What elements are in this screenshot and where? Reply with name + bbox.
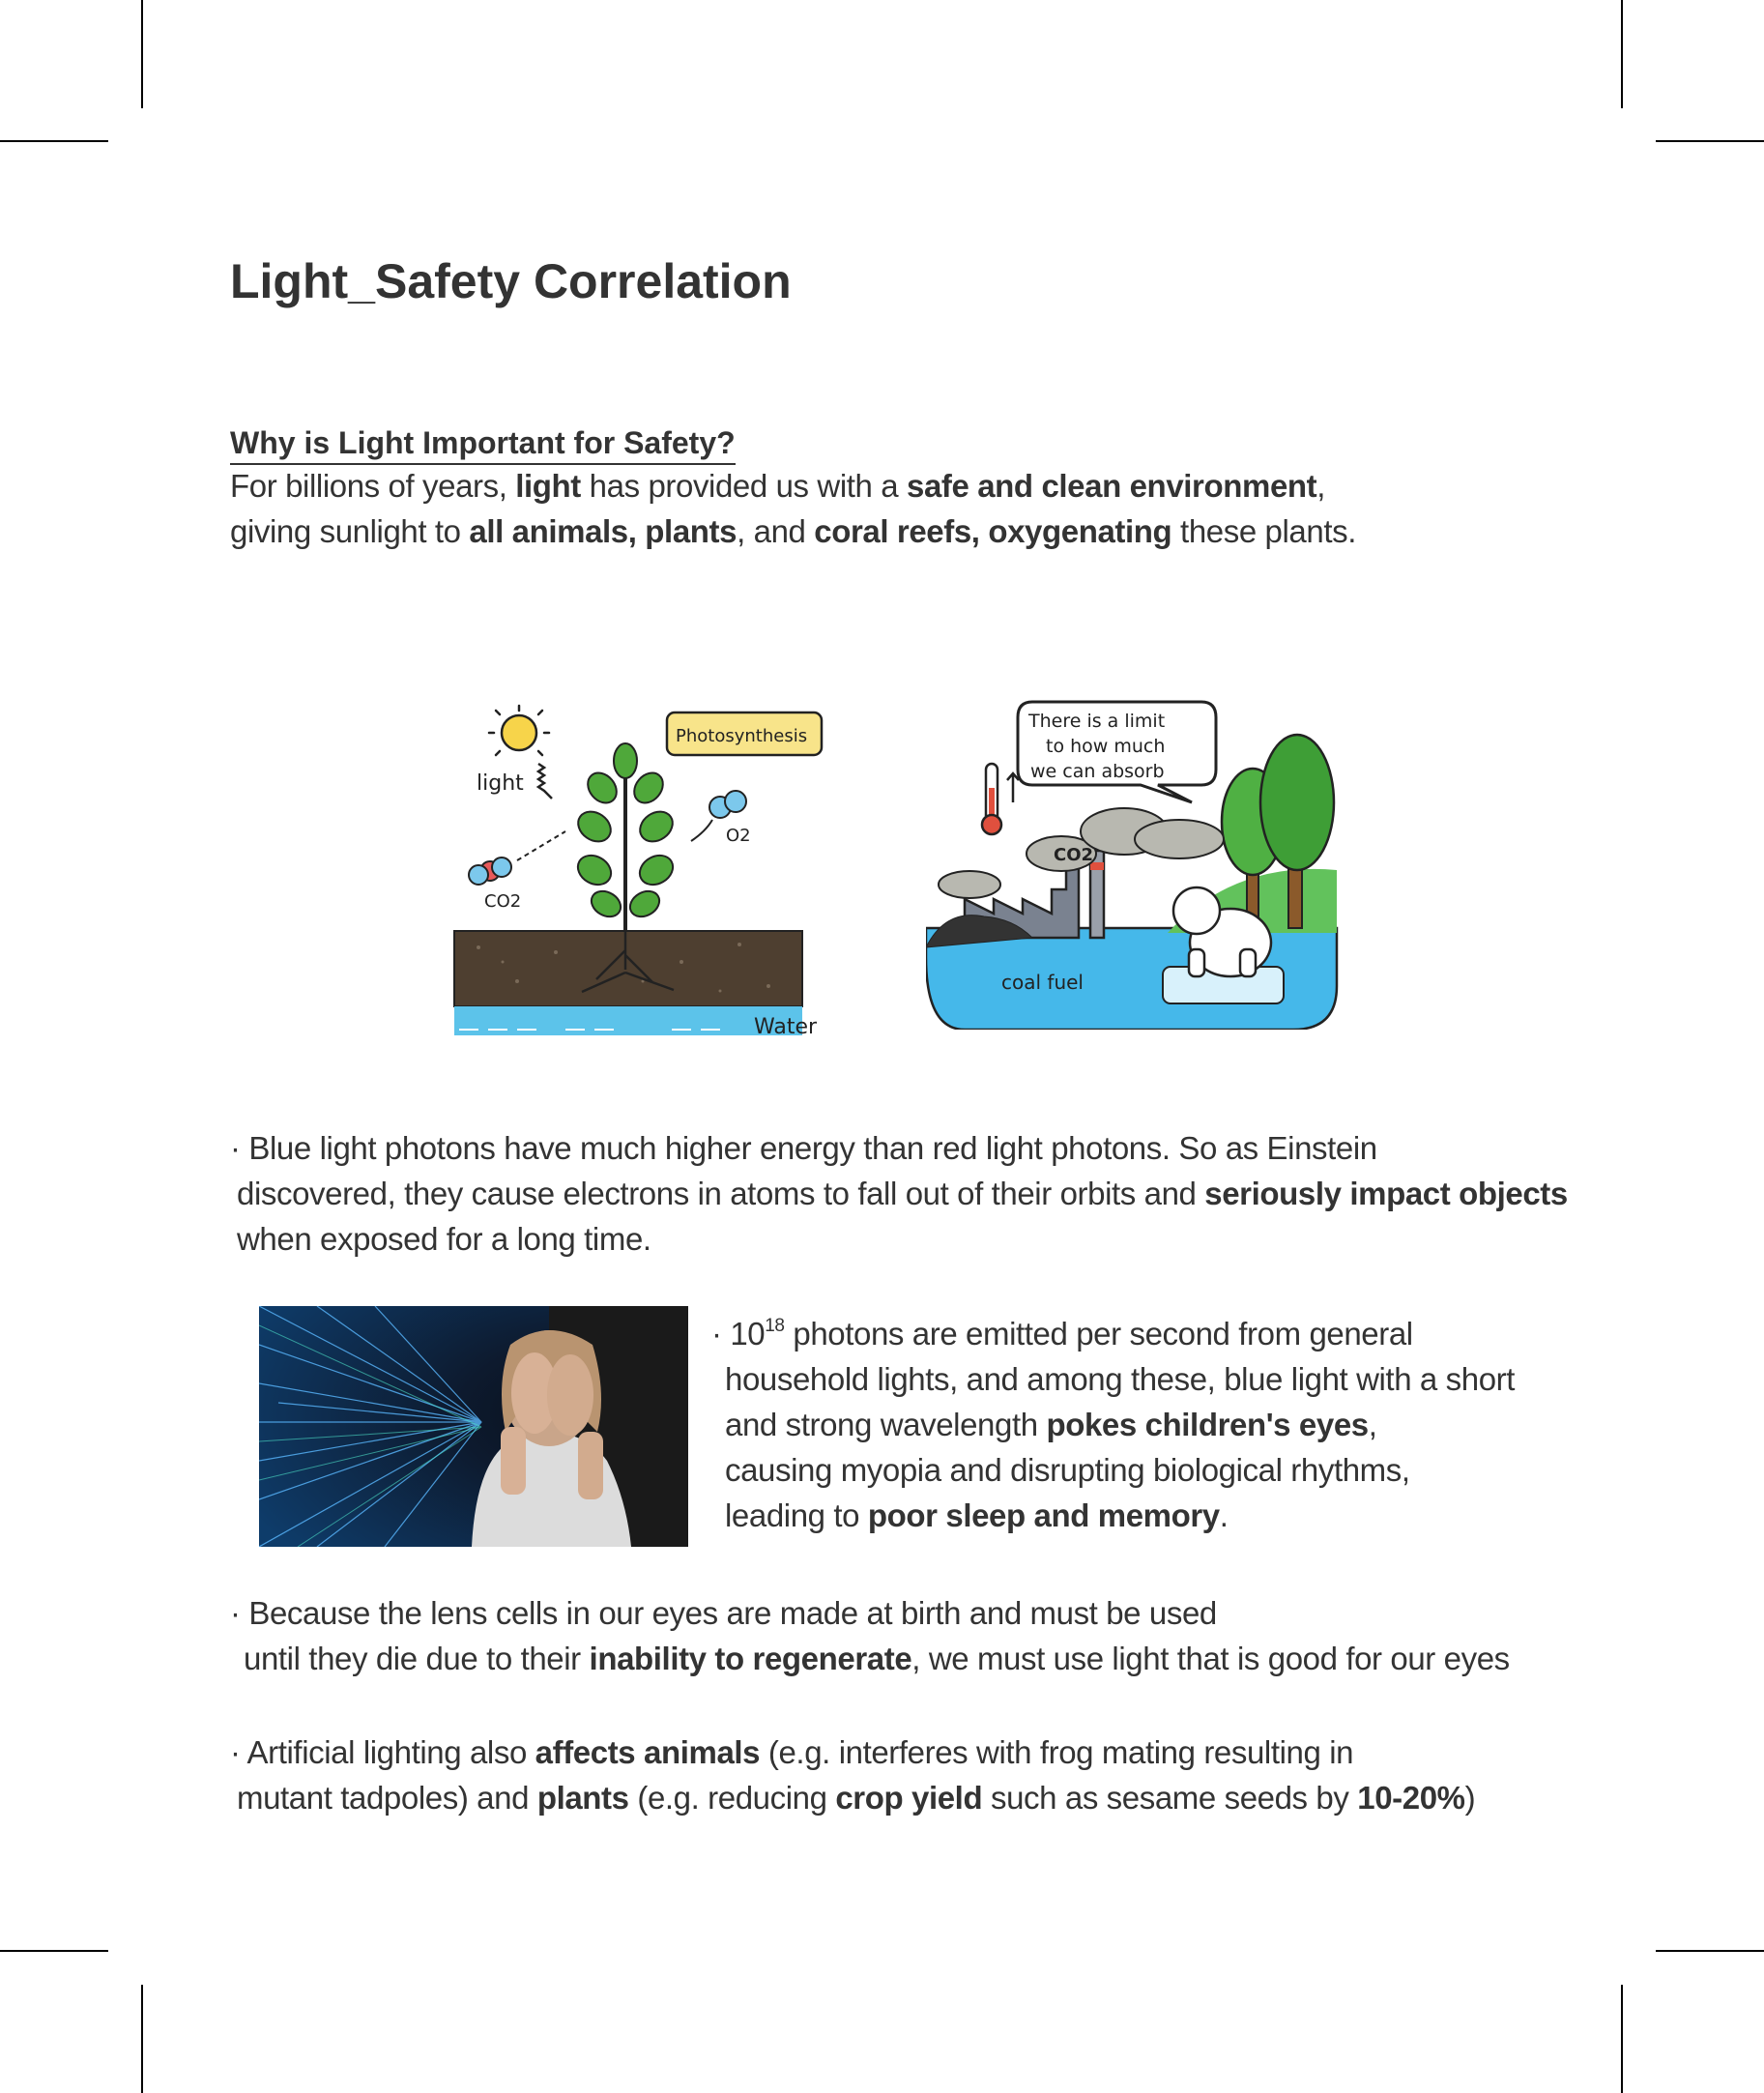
light-label: light bbox=[477, 771, 524, 796]
crop-mark-top-right-vertical bbox=[1621, 0, 1623, 108]
thermometer-icon bbox=[982, 764, 1019, 834]
bullet-3-line-1: · Because the lens cells in our eyes are made at birth and must be used bbox=[230, 1595, 1217, 1631]
co2-molecule-icon bbox=[469, 858, 511, 885]
bullet-1-line-3: when exposed for a long time. bbox=[237, 1221, 651, 1257]
water-layer bbox=[454, 1006, 802, 1035]
bullet-1-line-2: discovered, they cause electrons in atoms to fall out of their orbits and seriously impact objects bbox=[237, 1176, 1568, 1211]
eyes-covered-image bbox=[259, 1306, 688, 1547]
intro-line-1: For billions of years, light has provided us with a safe and clean environment, bbox=[230, 468, 1326, 504]
intro-paragraph bbox=[230, 463, 1356, 554]
bullet-lens-cells bbox=[230, 1590, 1510, 1681]
bullet-2-line-2: household lights, and among these, blue light with a short bbox=[725, 1361, 1516, 1397]
o2-label: O2 bbox=[726, 826, 751, 846]
crop-mark-top-right-horizontal bbox=[1656, 140, 1764, 142]
bullet-4-line-1: · Artificial lighting also affects animals (e.g. interferes with frog mating resulting in bbox=[230, 1734, 1354, 1770]
bullet-artificial-lighting bbox=[230, 1730, 1475, 1820]
o2-molecule-icon bbox=[709, 791, 746, 818]
water-label: Water bbox=[754, 1015, 818, 1039]
soil bbox=[454, 931, 802, 1006]
coal-fuel-label: coal fuel bbox=[1001, 971, 1084, 994]
bullet-3-line-2: until they die due to their inability to regenerate, we must use light that is good for our eyes bbox=[244, 1641, 1510, 1676]
sun-icon bbox=[489, 706, 549, 755]
photosynthesis-illustration bbox=[449, 701, 846, 1044]
bullet-2-line-5: leading to poor sleep and memory. bbox=[725, 1497, 1229, 1533]
climate-illustration bbox=[926, 696, 1340, 1030]
photosynthesis-label: Photosynthesis bbox=[676, 726, 808, 746]
page-title: Light_Safety Correlation bbox=[230, 254, 792, 308]
crop-mark-bottom-right-horizontal bbox=[1656, 1950, 1764, 1952]
speech-line-3: we can absorb bbox=[1030, 761, 1165, 782]
co2-label-left: CO2 bbox=[484, 891, 522, 912]
bullet-blue-light-energy bbox=[230, 1125, 1568, 1262]
bullet-2-line-1: · $10^{18}$ photons are emitted per second from general bbox=[711, 1316, 1413, 1352]
crop-mark-bottom-left-vertical bbox=[141, 1985, 143, 2093]
crop-mark-top-left-horizontal bbox=[0, 140, 108, 142]
co2-label-right: CO2 bbox=[1054, 845, 1094, 865]
speech-line-2: to how much bbox=[1046, 736, 1166, 757]
bullet-1-line-1: · Blue light photons have much higher energy than red light photons. So as Einstein bbox=[230, 1130, 1377, 1166]
blue-light-photo bbox=[259, 1306, 688, 1547]
bullet-2-line-4: causing myopia and disrupting biological rhythms, bbox=[725, 1452, 1410, 1488]
crop-mark-bottom-right-vertical bbox=[1621, 1985, 1623, 2093]
bullet-2-line-3: and strong wavelength pokes children's eyes, bbox=[725, 1407, 1377, 1442]
intro-line-2: giving sunlight to all animals, plants, and coral reefs, oxygenating these plants. bbox=[230, 513, 1356, 549]
bullet-4-line-2: mutant tadpoles) and plants (e.g. reducing crop yield such as sesame seeds by 10-20%) bbox=[237, 1780, 1476, 1816]
bullet-household-photons bbox=[711, 1311, 1515, 1538]
speech-line-1: There is a limit bbox=[1028, 711, 1166, 732]
section-heading: Why is Light Important for Safety? bbox=[230, 425, 736, 465]
crop-mark-top-left-vertical bbox=[141, 0, 143, 108]
light-ray-icon bbox=[538, 764, 552, 799]
crop-mark-bottom-left-horizontal bbox=[0, 1950, 108, 1952]
